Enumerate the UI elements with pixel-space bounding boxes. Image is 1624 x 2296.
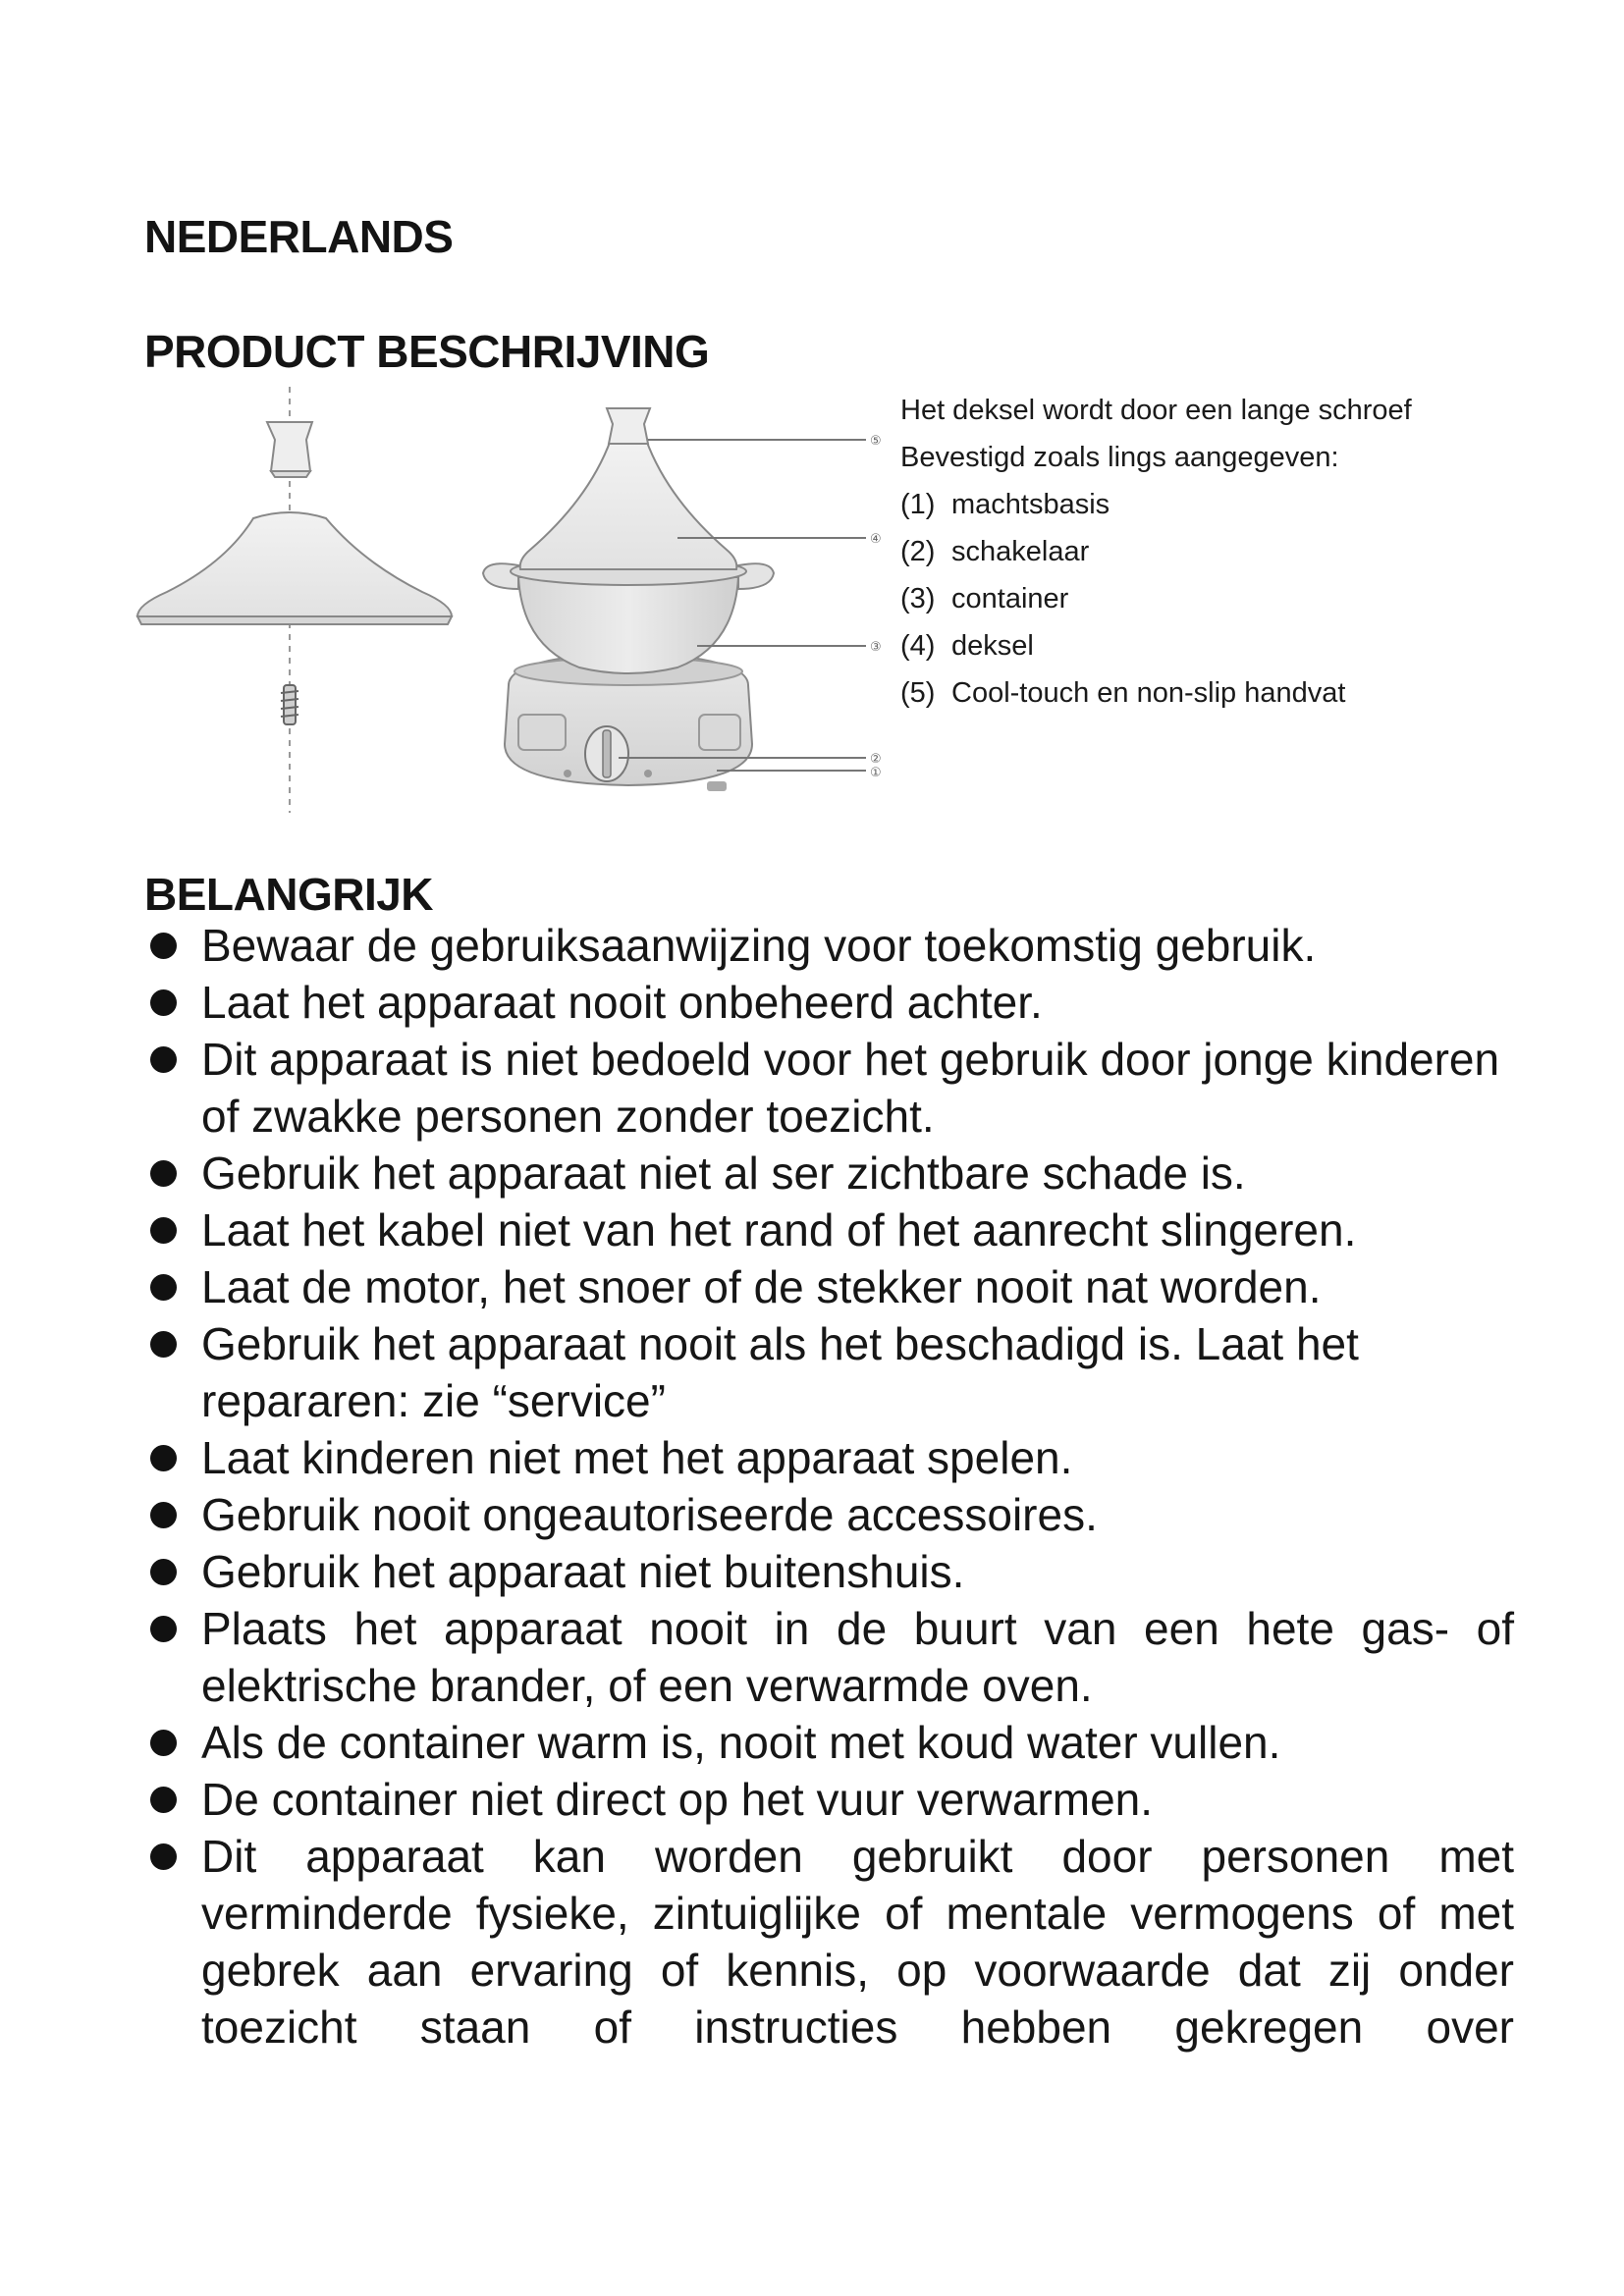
legend-item (900, 481, 1412, 528)
list-item (149, 1543, 1514, 1600)
bullet-icon (150, 989, 177, 1016)
legend-intro-line-1: Het deksel wordt door een lange schroef (900, 395, 1412, 426)
list-item (149, 1315, 1514, 1429)
callout-5: ⑤ (870, 434, 882, 449)
bullet-icon (150, 1160, 177, 1187)
list-item-text: Als de container warm is, nooit met koud water vullen. (201, 1717, 1281, 1768)
list-item-text: Dit apparaat kan worden gebruikt door personen met verminderde fysieke, zintuiglijke of mentale vermogens of met gebrek aan ervaring of kennis, op voorwaarde dat zij onder toezicht staan of instructies hebben gekregen over (201, 1831, 1514, 2053)
legend-item-number: (4) (900, 630, 936, 662)
list-item (149, 1145, 1514, 1201)
list-item-text: Gebruik het apparaat niet al ser zichtbare schade is. (201, 1148, 1246, 1199)
list-item-text: Laat het apparaat nooit onbeheerd achter. (201, 977, 1043, 1028)
list-item-text: Laat de motor, het snoer of de stekker nooit nat worden. (201, 1261, 1322, 1312)
callout-4: ④ (870, 532, 882, 547)
legend-intro-line-2: Bevestigd zoals lings aangegeven: (900, 442, 1339, 473)
list-item-text: Laat kinderen niet met het apparaat spelen. (201, 1432, 1073, 1483)
legend-item (900, 575, 1412, 622)
list-item (149, 1600, 1514, 1714)
legend-item-number: (3) (900, 583, 936, 614)
callout-2: ② (870, 752, 882, 767)
legend-item (900, 528, 1412, 575)
product-description-heading: PRODUCT BESCHRIJVING (144, 326, 710, 377)
legend-item (900, 622, 1412, 669)
list-item (149, 974, 1514, 1031)
list-item (149, 1258, 1514, 1315)
list-item-text: Gebruik het apparaat nooit als het beschadigd is. Laat het repararen: zie “service” (201, 1318, 1359, 1426)
bullet-icon (150, 1046, 177, 1073)
legend-item-label: machtsbasis (951, 489, 1110, 520)
bullet-icon (150, 933, 177, 959)
list-item-text: Dit apparaat is niet bedoeld voor het gebruik door jonge kinderen of zwakke personen zonder toezicht. (201, 1034, 1500, 1142)
bullet-icon (150, 1217, 177, 1244)
bullet-icon (150, 1502, 177, 1528)
list-item-text: Bewaar de gebruiksaanwijzing voor toekomstig gebruik. (201, 920, 1317, 971)
list-item-text: Laat het kabel niet van het rand of het aanrecht slingeren. (201, 1204, 1357, 1255)
important-heading: BELANGRIJK (144, 869, 434, 920)
bullet-icon (150, 1331, 177, 1358)
bullet-icon (150, 1559, 177, 1585)
legend-item-label: container (951, 583, 1069, 614)
list-item (149, 1031, 1514, 1145)
list-item (149, 1771, 1514, 1828)
bullet-icon (150, 1843, 177, 1870)
legend-item-number: (1) (900, 489, 936, 520)
callout-3: ③ (870, 640, 882, 655)
list-item (149, 917, 1514, 974)
legend-item-number: (5) (900, 677, 936, 709)
legend-item-label: schakelaar (951, 536, 1090, 567)
list-item (149, 1828, 1514, 2056)
exploded-lid-drawing (137, 387, 452, 813)
list-item (149, 1714, 1514, 1771)
bullet-icon (150, 1730, 177, 1756)
list-item (149, 1201, 1514, 1258)
bullet-icon (150, 1787, 177, 1813)
legend-item-label: Cool-touch en non-slip handvat (951, 677, 1346, 709)
parts-legend (900, 387, 1412, 717)
list-item-text: Gebruik het apparaat niet buitenshuis. (201, 1546, 965, 1597)
list-item (149, 1429, 1514, 1486)
legend-item (900, 669, 1412, 717)
list-item (149, 1486, 1514, 1543)
list-item-text: Gebruik nooit ongeautoriseerde accessoires. (201, 1489, 1098, 1540)
bullet-icon (150, 1616, 177, 1642)
list-item-text: De container niet direct op het vuur verwarmen. (201, 1774, 1154, 1825)
callout-1: ① (870, 766, 882, 780)
safety-instructions-list (149, 917, 1514, 2056)
legend-item-label: deksel (951, 630, 1034, 662)
bullet-icon (150, 1274, 177, 1301)
language-heading: NEDERLANDS (144, 211, 454, 262)
assembled-tajine-drawing (483, 408, 774, 791)
bullet-icon (150, 1445, 177, 1471)
product-illustration (128, 381, 893, 823)
list-item-text: Plaats het apparaat nooit in de buurt van een hete gas- of elektrische brander, of een verwarmde oven. (201, 1603, 1514, 1711)
legend-item-number: (2) (900, 536, 936, 567)
